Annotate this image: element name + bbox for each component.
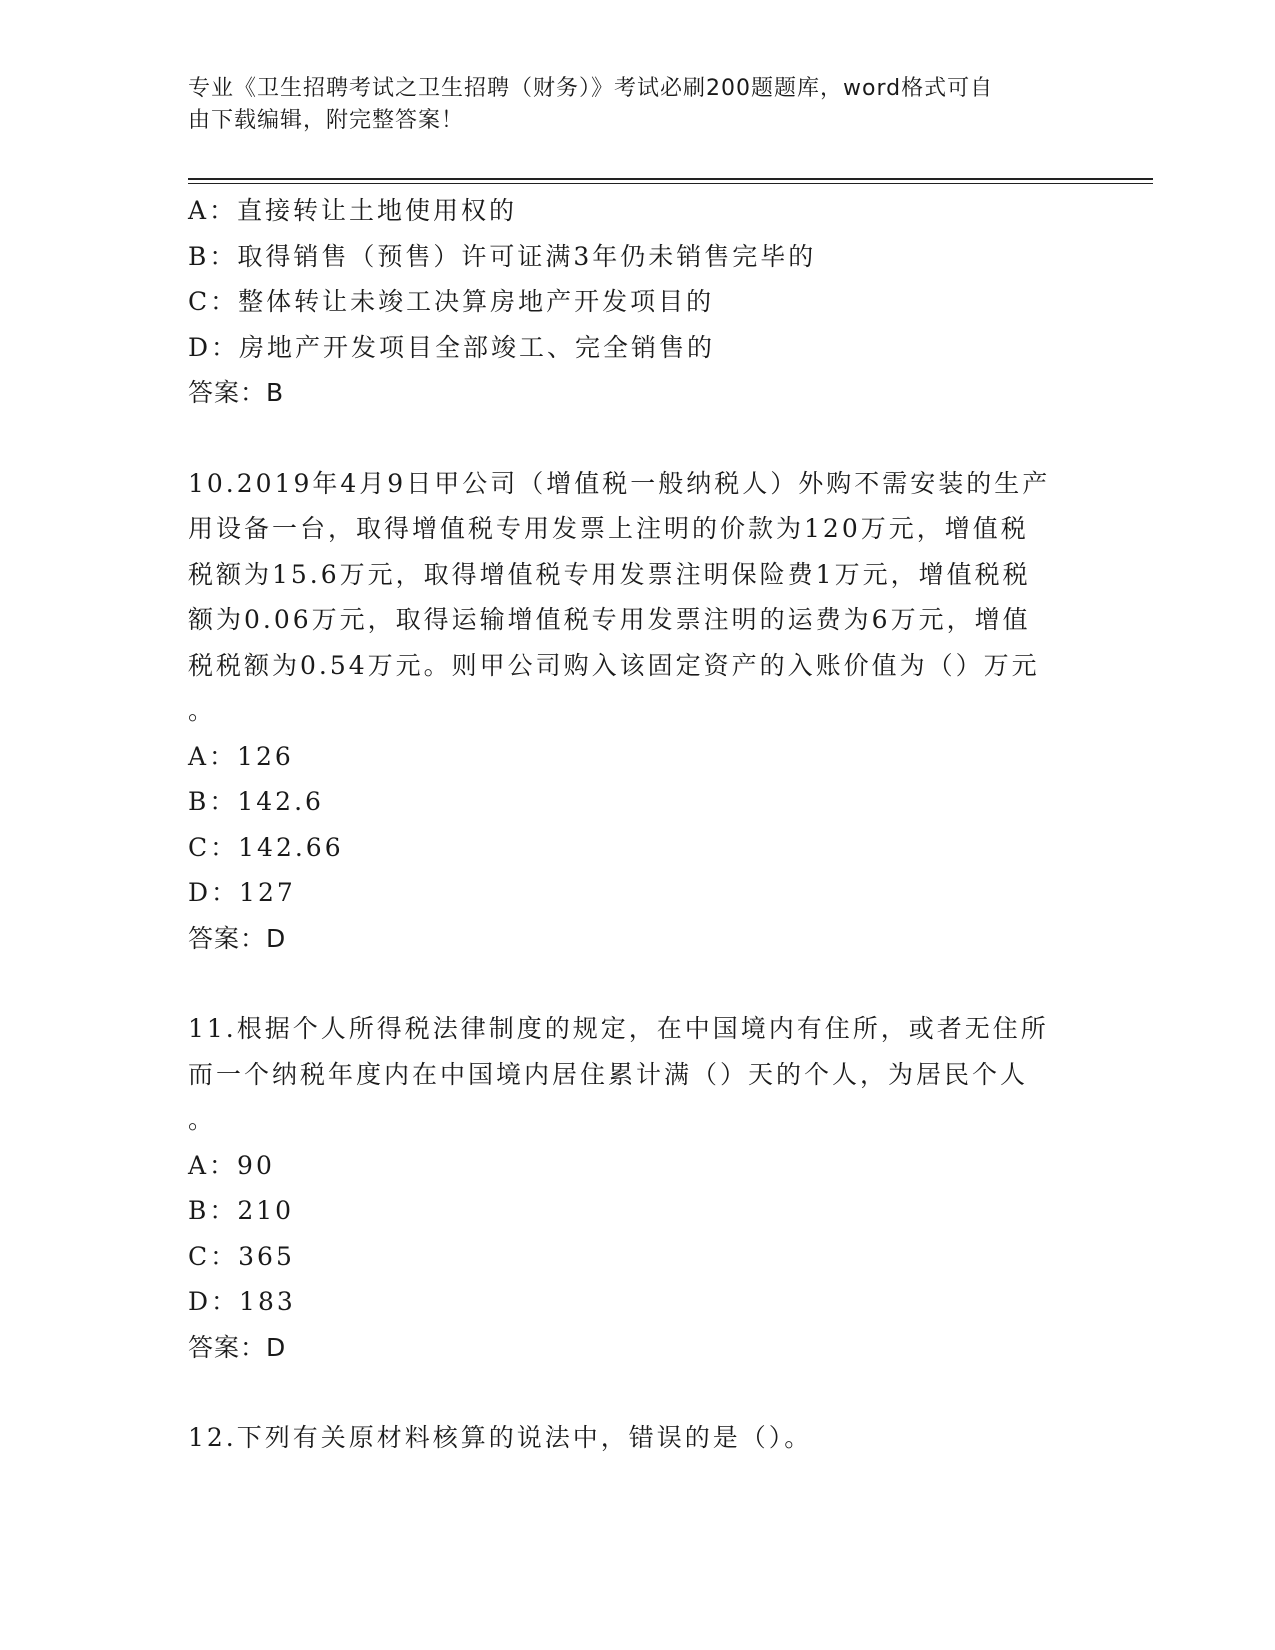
question-stem-line: 。 [188, 1105, 217, 1134]
answer: 答案：D [188, 1332, 287, 1362]
option-c: C：整体转让未竣工决算房地产开发项目的 [188, 287, 715, 316]
question-10 [188, 461, 1088, 962]
option-a: A：直接转让土地使用权的 [188, 196, 518, 225]
option-a: A：126 [188, 741, 294, 771]
option-d: D：183 [188, 1287, 296, 1316]
question-12 [188, 1415, 1088, 1461]
option-b: B：取得销售（预售）许可证满3年仍未销售完毕的 [188, 241, 817, 271]
header-rule-thick [188, 178, 1153, 180]
option-b: B：142.6 [188, 787, 324, 816]
question-stem-line: 用设备一台，取得增值税专用发票上注明的价款为120万元，增值税 [188, 514, 1029, 543]
question-stem-line: 额为0.06万元，取得运输增值税专用发票注明的运费为6万元，增值 [188, 605, 1031, 634]
question-stem-line: 。 [188, 696, 217, 725]
option-c: C：142.66 [188, 832, 344, 862]
question-list [188, 188, 1088, 1461]
document-header [188, 73, 1068, 137]
question-stem-line: 税额为15.6万元，取得增值税专用发票注明保险费1万元，增值税税 [188, 559, 1031, 589]
option-d: D：127 [188, 878, 296, 907]
option-a: A：90 [188, 1150, 275, 1180]
option-c: C：365 [188, 1241, 295, 1271]
header-rule-thin [188, 183, 1153, 184]
question-stem-line: 12.下列有关原材料核算的说法中，错误的是（）。 [188, 1423, 813, 1452]
answer: 答案：D [188, 923, 287, 953]
header-line-2: 由下载编辑，附完整答案！ [188, 108, 465, 133]
question-11 [188, 1006, 1088, 1370]
answer: 答案：B [188, 378, 285, 407]
question-9 [188, 188, 1088, 416]
question-stem-line: 而一个纳税年度内在中国境内居住累计满（）天的个人，为居民个人 [188, 1059, 1029, 1089]
option-d: D：房地产开发项目全部竣工、完全销售的 [188, 332, 716, 362]
question-stem-line: 税税额为0.54万元。则甲公司购入该固定资产的入账价值为（）万元 [188, 650, 1040, 680]
option-b: B：210 [188, 1196, 295, 1225]
question-stem-line: 11.根据个人所得税法律制度的规定，在中国境内有住所，或者无住所 [188, 1014, 1049, 1043]
question-stem-line: 10.2019年4月9日甲公司（增值税一般纳税人）外购不需安装的生产 [188, 468, 1051, 498]
header-line-1: 专业《卫生招聘考试之卫生招聘（财务）》考试必刷200题题库，word格式可自 [188, 76, 994, 101]
